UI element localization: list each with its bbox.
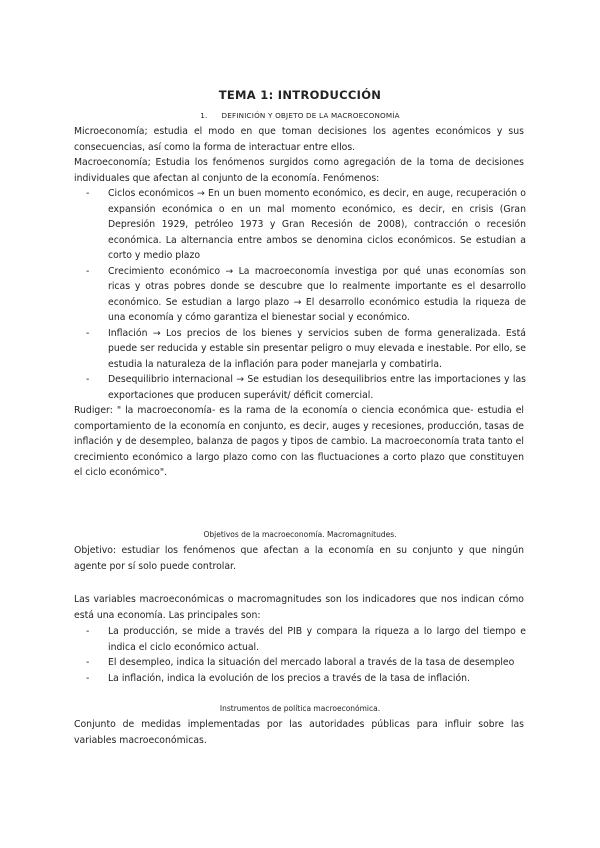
variables-list [86, 624, 526, 686]
list-item: - Crecimiento económico → La macroeconomía investiga por qué unas economías son ricas y otras pobres donde se descubre que lo realmente importante es el desarrollo económico. Se estudian a largo plazo → El desarrollo económico estudia la riqueza de una economía y cómo garantiza el bienestar social y económico. [86, 265, 526, 323]
list-item: - La inflación, indica la evolución de los precios a través de la tasa de inflación. [86, 672, 471, 684]
microeconomia-definition: Microeconomía; estudia el modo en que toman decisiones los agentes económicos y sus consecuencias, así como la forma de interactuar entre ellos. [74, 126, 524, 153]
instruments-text: Conjunto de medidas implementadas por las autoridades públicas para influir sobre las variables macroeconómicas. [74, 719, 524, 746]
page-title: TEMA 1: INTRODUCCIÓN [218, 88, 382, 102]
list-item: - El desempleo, indica la situación del mercado laboral a través de la tasa de desempleo [86, 657, 515, 668]
list-item: - La producción, se mide a través del PIB y compara la riqueza a lo largo del tiempo e indica el ciclo económico actual. [86, 626, 526, 653]
section-number: 1. [200, 111, 208, 120]
instruments-heading: Instrumentos de política macroeconómica. [219, 704, 381, 713]
objectives-heading: Objetivos de la macroeconomía. Macromagnitudes. [203, 530, 397, 539]
list-item: - Ciclos económicos → En un buen momento económico, es decir, en auge, recuperación o expansión económica o en un mal momento económico, es decir, en crisis (Gran Depresión 1929, petróleo 1973 y Gran Recesión de 2008), contracción o recesión económica. La alternancia entre ambos se denomina ciclos económicos. Se estudian a corto y medio plazo [86, 188, 526, 261]
variables-intro: Las variables macroeconómicas o macromagnitudes son los indicadores que nos indican cómo está una economía. Las principales son: [74, 594, 524, 621]
section-subtitle-text: DEFINICIÓN Y OBJETO DE LA MACROECONOMÍA [221, 111, 400, 120]
objective-text: Objetivo: estudiar los fenómenos que afectan a la economía en su conjunto y que ningún agente por sí solo puede controlar. [74, 545, 524, 572]
macroeconomia-definition: Macroeconomía; Estudia los fenómenos surgidos como agregación de la toma de decisiones individuales que afectan al conjunto de la economía. Fenómenos: [74, 157, 524, 184]
list-item: - Inflación → Los precios de los bienes y servicios suben de forma generalizada. Está puede ser reducida y estable sin presentar peligro o muy elevada e inestable. Por ello, se estudia la naturaleza de la inflación para poder manejarla y combatirla. [86, 327, 526, 370]
phenomena-list [86, 186, 526, 403]
rudiger-quote: Rudiger: " la macroeconomía- es la rama de la economía o ciencia económica que- estudia el comportamiento de la economía en conjunto, es decir, auges y recesiones, producción, tasas de inflación y de desempleo, balanza de pagos y tipos de cambio. La macroeconomía trata tanto el crecimiento económico a largo plazo como con las fluctuaciones a corto plazo que constituyen el ciclo económico". [74, 405, 524, 478]
section-subtitle [0, 111, 600, 120]
list-item: - Desequilibrio internacional → Se estudian los desequilibrios entre las importaciones y las exportaciones que producen superávit/ déficit comercial. [86, 374, 526, 401]
intro-block [74, 124, 524, 186]
